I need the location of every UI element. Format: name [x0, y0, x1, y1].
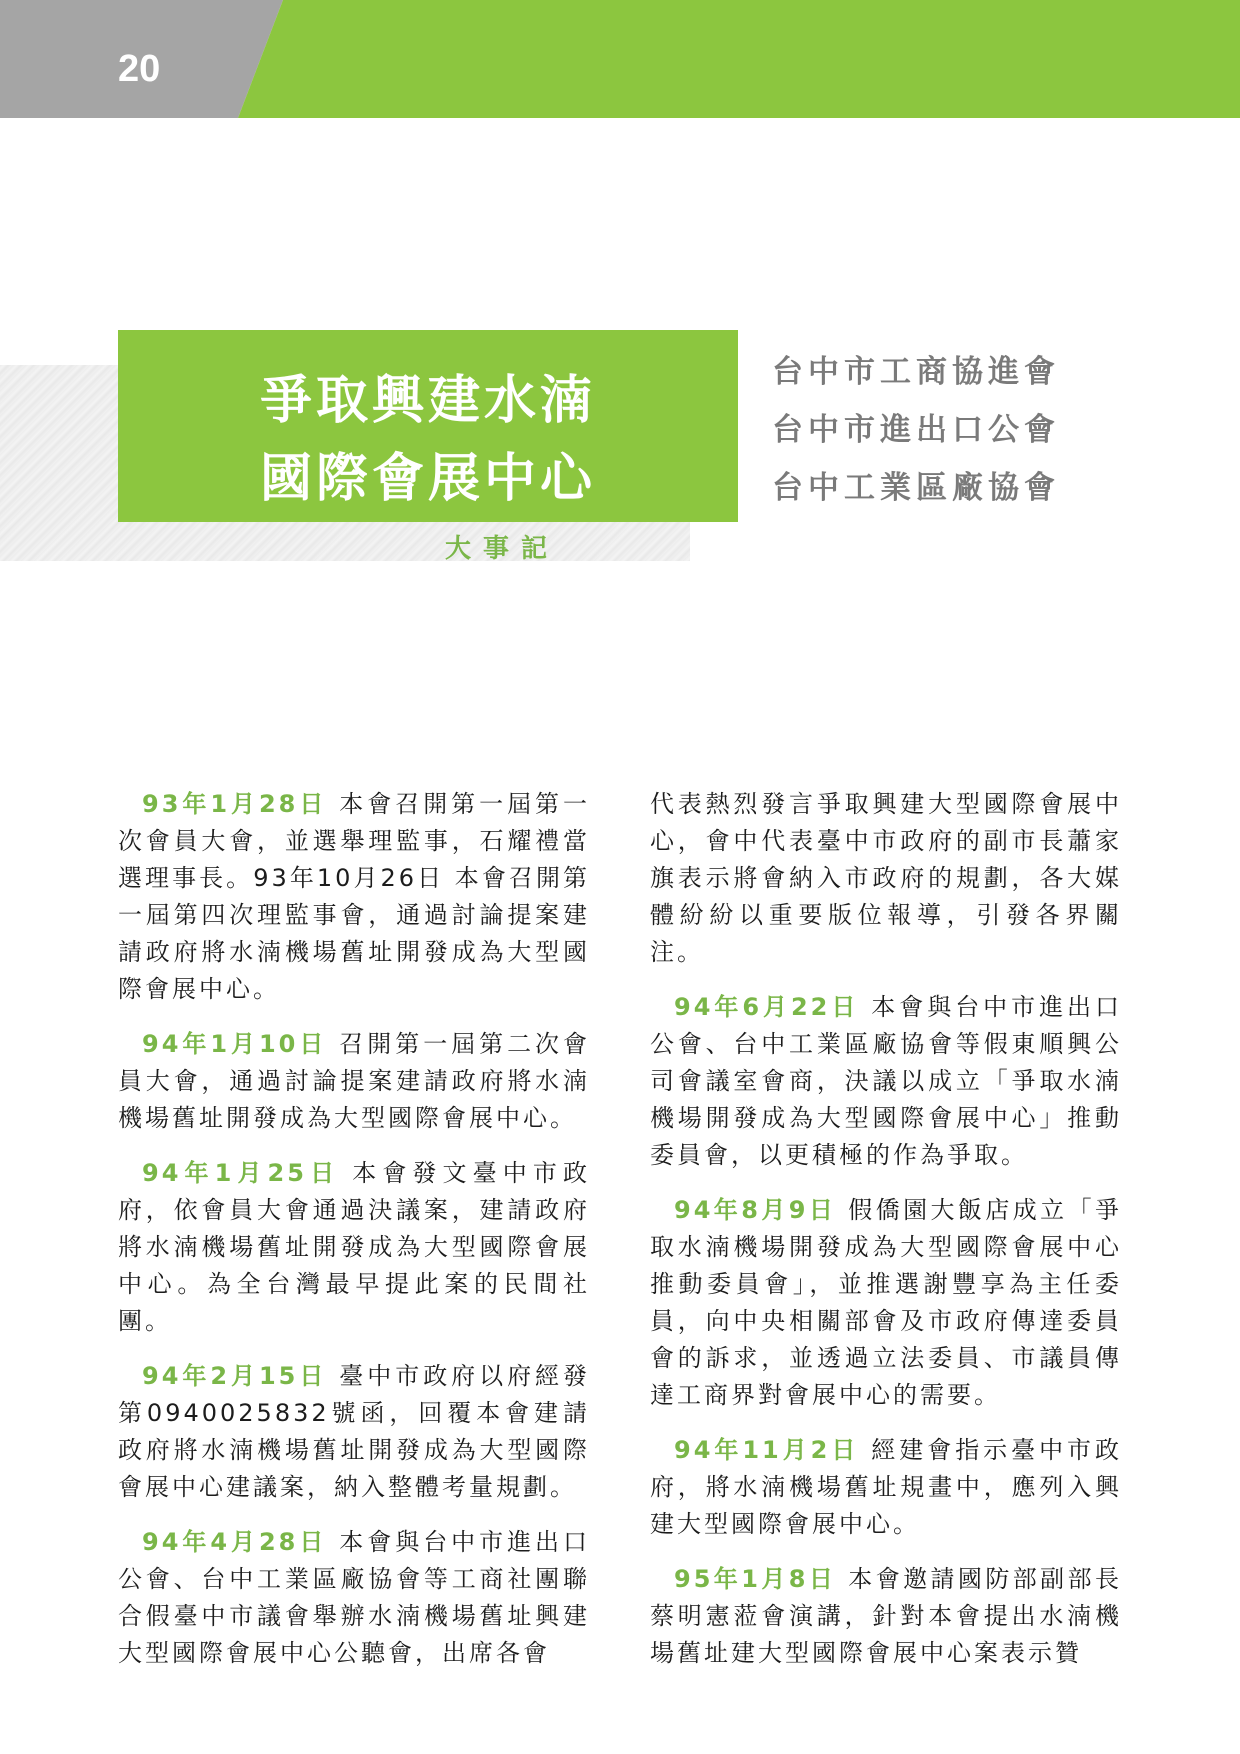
event-continuation: 代表熱烈發言爭取興建大型國際會展中心，會中代表臺中市政府的副市長蕭家旗表示將會納入市政府的規劃，各大媒體紛紛以重要版位報導，引發各界關注。 [650, 790, 1122, 966]
header-bands [0, 0, 1240, 118]
section-subtitle: 大事記 [445, 534, 560, 564]
event-entry [650, 1561, 1122, 1672]
event-date: 94年4月28日 [142, 1528, 328, 1556]
event-entry [118, 1155, 590, 1340]
event-date: 94年1月10日 [142, 1030, 328, 1058]
event-entry [118, 786, 590, 1008]
organization-name: 台中工業區廠協會 [772, 470, 1060, 506]
title-box [118, 330, 738, 522]
event-entry [118, 1026, 590, 1137]
event-entry [118, 1358, 590, 1506]
event-text: 經建會指示臺中市政府，將水湳機場舊址規畫中，應列入興建大型國際會展中心。 [650, 1436, 1123, 1538]
organization-name: 台中市工商協進會 [772, 354, 1060, 390]
title-line-2: 國際會展中心 [259, 449, 596, 509]
event-text: 假僑園大飯店成立「爭取水湳機場開發成為大型國際會展中心推動委員會」，並推選謝豐享為主任委員，向中央相關部會及市政府傳達委員會的訴求，並透過立法委員、市議員傳達工商界對會展中心的需要。 [650, 1196, 1123, 1409]
organization-list [772, 352, 1060, 526]
event-text: 臺中市政府以府經發第0940025832號函，回覆本會建請政府將水湳機場舊址開發成為大型國際會展中心建議案，納入整體考量規劃。 [118, 1362, 591, 1501]
event-text: 本會邀請國防部副部長蔡明憲蒞會演講，針對本會提出水湳機場舊址建大型國際會展中心案表示贊 [650, 1565, 1123, 1667]
event-text: 本會召開第一屆第一次會員大會，並選舉理監事，石耀禮當選理事長。93年10月26日 本會召開第一屆第四次理監事會，通過討論提案建請政府將水湳機場舊址開發成為大型國際會展中心。 [118, 790, 591, 1003]
event-date: 94年1月25日 [142, 1159, 341, 1187]
event-text: 召開第一屆第二次會員大會，通過討論提案建請政府將水湳機場舊址開發成為大型國際會展中心。 [118, 1030, 591, 1132]
event-text: 本會與台中市進出口公會、台中工業區廠協會等假東順興公司會議室會商，決議以成立「爭取水湳機場開發成為大型國際會展中心」推動委員會，以更積極的作為爭取。 [650, 993, 1123, 1169]
event-date: 94年6月22日 [674, 993, 860, 1021]
event-entry [650, 1432, 1122, 1543]
event-date: 94年8月9日 [674, 1196, 837, 1224]
right-column [650, 786, 1122, 1690]
event-entry [650, 989, 1122, 1174]
event-entry [650, 1192, 1122, 1414]
event-date: 94年2月15日 [142, 1362, 328, 1390]
event-entry [118, 1524, 590, 1672]
event-date: 93年1月28日 [142, 790, 328, 818]
page-number: 20 [118, 48, 161, 90]
event-date: 94年11月2日 [674, 1436, 860, 1464]
left-column [118, 786, 590, 1690]
page-header [0, 0, 1240, 118]
event-text: 本會發文臺中市政府，依會員大會通過決議案，建請政府將水湳機場舊址開發成為大型國際會展中心。為全台灣最早提此案的民間社團。 [118, 1159, 591, 1335]
title-line-1: 爭取興建水湳 [259, 371, 596, 431]
event-date: 95年1月8日 [674, 1565, 837, 1593]
green-band [238, 0, 1240, 118]
event-text: 本會與台中市進出口公會、台中工業區廠協會等工商社團聯合假臺中市議會舉辦水湳機場舊址興建大型國際會展中心公聽會，出席各會 [118, 1528, 591, 1667]
organization-name: 台中市進出口公會 [772, 412, 1060, 448]
